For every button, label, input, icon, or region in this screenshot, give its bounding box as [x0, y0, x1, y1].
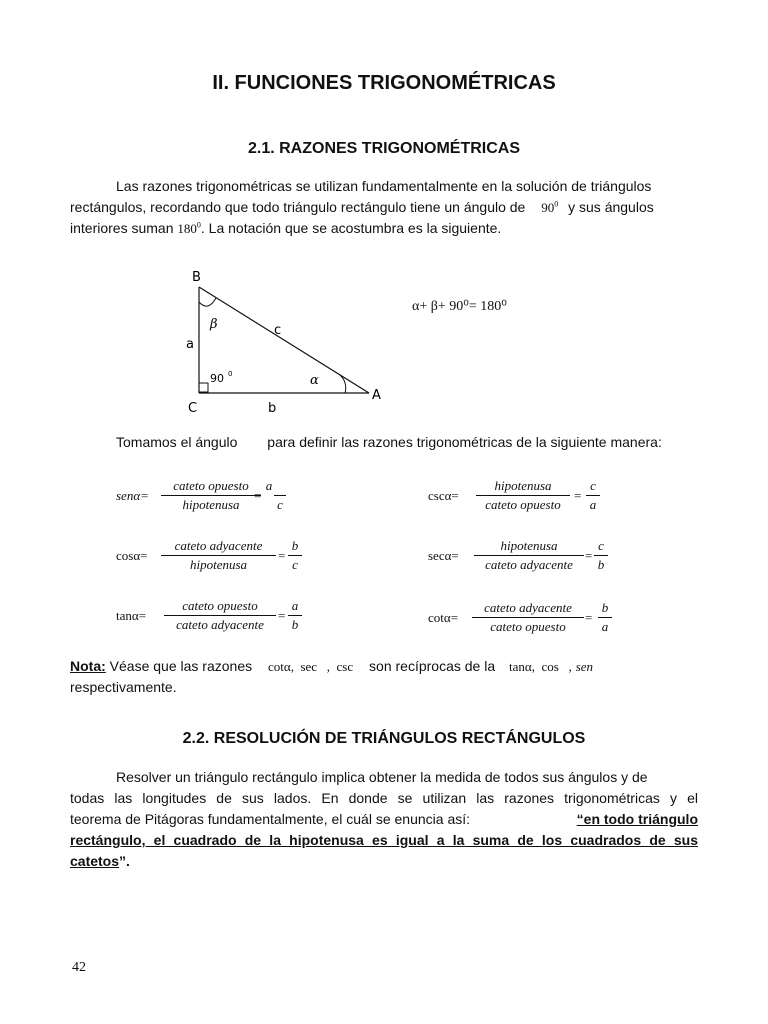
cot-r-bar: [598, 617, 612, 618]
degree-sup: 0: [554, 199, 559, 209]
formula-sec: [428, 538, 628, 578]
note-line: [70, 658, 593, 675]
cos-bar: [161, 555, 276, 556]
note-math-a: cotα, sec , csc: [268, 659, 354, 674]
one-eighty-degrees: [177, 221, 201, 236]
note-label: Nota:: [70, 658, 106, 674]
define-line: [116, 434, 662, 450]
define-text-a: Tomamos el ángulo: [116, 434, 238, 450]
sec-eq: =: [585, 548, 593, 563]
vertex-a-label: A: [372, 388, 381, 403]
sen-r-num: a: [265, 478, 273, 493]
beta-arc: [199, 298, 216, 306]
note-text-a: Véase que las razones: [109, 658, 253, 674]
intro-line-2-text-a: rectángulos, recordando que todo triángulo rectángulo tiene un ángulo de: [70, 199, 526, 215]
formula-cot: [428, 600, 628, 640]
sen-lhs: senα=: [116, 488, 149, 503]
csc-bar: [476, 495, 570, 496]
sen-r-bar: [274, 495, 286, 496]
theorem-catetos: catetos: [70, 853, 120, 869]
cot-num: cateto adyacente: [484, 600, 572, 615]
intro-line-2: [70, 199, 654, 216]
theorem-line-3: [70, 853, 130, 869]
note-line-2: respectivamente.: [70, 679, 177, 695]
intro-line-2-text-b: y sus ángulos: [568, 199, 654, 215]
sec-num: hipotenusa: [500, 538, 558, 553]
right-angle-degree: 0: [228, 370, 233, 378]
intro-line-3-text-b: . La notación que se acostumbra es la siguiente.: [200, 220, 502, 236]
triangle-diagram: [186, 266, 386, 416]
sec-bar: [474, 555, 584, 556]
angle-sum-equation: α+ β+ 90⁰= 180⁰: [412, 299, 507, 314]
sec-r-num: c: [598, 538, 604, 553]
sen-num: cateto opuesto: [173, 478, 249, 493]
right-angle-mark: [199, 383, 208, 392]
cos-r-den: c: [292, 557, 298, 572]
theorem-line-2: rectángulo, el cuadrado de la hipotenusa es igual a la suma de los cuadrados de sus: [70, 832, 698, 848]
cot-r-den: a: [601, 619, 609, 634]
sec-r-den: b: [597, 557, 605, 572]
degree-sup-2: 0: [196, 220, 201, 230]
intro-line-3-text-a: interiores suman: [70, 220, 174, 236]
section-heading-razones: 2.1. RAZONES TRIGONOMÉTRICAS: [247, 140, 521, 157]
sec-r-bar: [594, 555, 608, 556]
side-b-label: b: [268, 401, 277, 416]
sen-den: hipotenusa: [182, 497, 240, 512]
cot-bar: [472, 617, 584, 618]
note-math-c: sen: [575, 659, 594, 674]
cot-r-num: b: [601, 600, 609, 615]
ninety-degrees: [541, 200, 558, 215]
intro-line-3: [70, 220, 501, 237]
tan-r-num: a: [291, 598, 299, 613]
sen-eq: =: [254, 488, 262, 503]
csc-den: cateto opuesto: [485, 497, 561, 512]
side-a-label: a: [186, 337, 194, 352]
sen-bar: [161, 495, 261, 496]
section2-line-2: todas las longitudes de sus lados. En donde se utilizan las razones trigonométricas y el: [70, 790, 698, 806]
csc-num: hipotenusa: [494, 478, 552, 493]
tan-num: cateto opuesto: [182, 598, 258, 613]
note-math-b: tanα, cos ,: [509, 659, 572, 674]
vertex-b-label: B: [192, 270, 201, 285]
formula-cos: [116, 538, 306, 578]
page-title: II. FUNCIONES TRIGONOMÉTRICAS: [212, 72, 556, 94]
vertex-c-label: C: [188, 401, 198, 416]
tan-r-den: b: [291, 617, 299, 632]
csc-r-num: c: [590, 478, 596, 493]
tan-lhs: tanα=: [116, 608, 147, 623]
cot-den: cateto opuesto: [490, 619, 566, 634]
cos-lhs: cosα=: [116, 548, 148, 563]
intro-line-1: Las razones trigonométricas se utilizan fundamentalmente en la solución de triángulos: [116, 178, 652, 194]
csc-r-den: a: [589, 497, 597, 512]
tan-den: cateto adyacente: [176, 617, 264, 632]
tan-bar: [164, 615, 276, 616]
cos-r-bar: [288, 555, 302, 556]
sec-lhs: secα=: [428, 548, 459, 563]
cot-eq: =: [585, 610, 593, 625]
cot-lhs: cotα=: [428, 610, 459, 625]
side-c-label: c: [274, 323, 282, 338]
define-text-b: para definir las razones trigonométricas de la siguiente manera:: [267, 434, 662, 450]
section2-line-1: Resolver un triángulo rectángulo implica obtener la medida de todos sus ángulos y de: [116, 769, 648, 785]
alpha-label: α: [310, 373, 319, 388]
page-number: 42: [72, 960, 86, 975]
note-text-b: son recíprocas de la: [369, 658, 496, 674]
csc-r-bar: [586, 495, 600, 496]
ninety-value: 90: [541, 200, 555, 215]
sen-r-den: c: [277, 497, 283, 512]
formula-sen: [116, 478, 306, 518]
one-eighty-value: 180: [177, 221, 197, 236]
sec-den: cateto adyacente: [485, 557, 573, 572]
section2-line-3-text: teorema de Pitágoras fundamentalmente, el cuál se enuncia así:: [70, 811, 471, 827]
alpha-arc: [339, 374, 346, 393]
section2-line-3: [70, 811, 698, 827]
theorem-end: ”.: [119, 853, 130, 869]
tan-eq: =: [278, 608, 286, 623]
cos-eq: =: [278, 548, 286, 563]
cos-den: hipotenusa: [189, 557, 248, 572]
formula-tan: [116, 598, 306, 638]
formula-csc: [428, 478, 628, 518]
right-angle-label: 90: [210, 372, 224, 385]
beta-label: β: [210, 317, 218, 332]
tan-r-bar: [288, 615, 302, 616]
cos-num: cateto adyacente: [174, 538, 263, 553]
section-heading-resolucion: 2.2. RESOLUCIÓN DE TRIÁNGULOS RECTÁNGULOS: [182, 730, 586, 747]
csc-lhs: cscα=: [428, 488, 459, 503]
csc-eq: =: [574, 488, 582, 503]
cos-r-num: b: [291, 538, 299, 553]
theorem-start: “en todo triángulo: [576, 811, 698, 827]
hypotenuse-line: [199, 287, 369, 393]
